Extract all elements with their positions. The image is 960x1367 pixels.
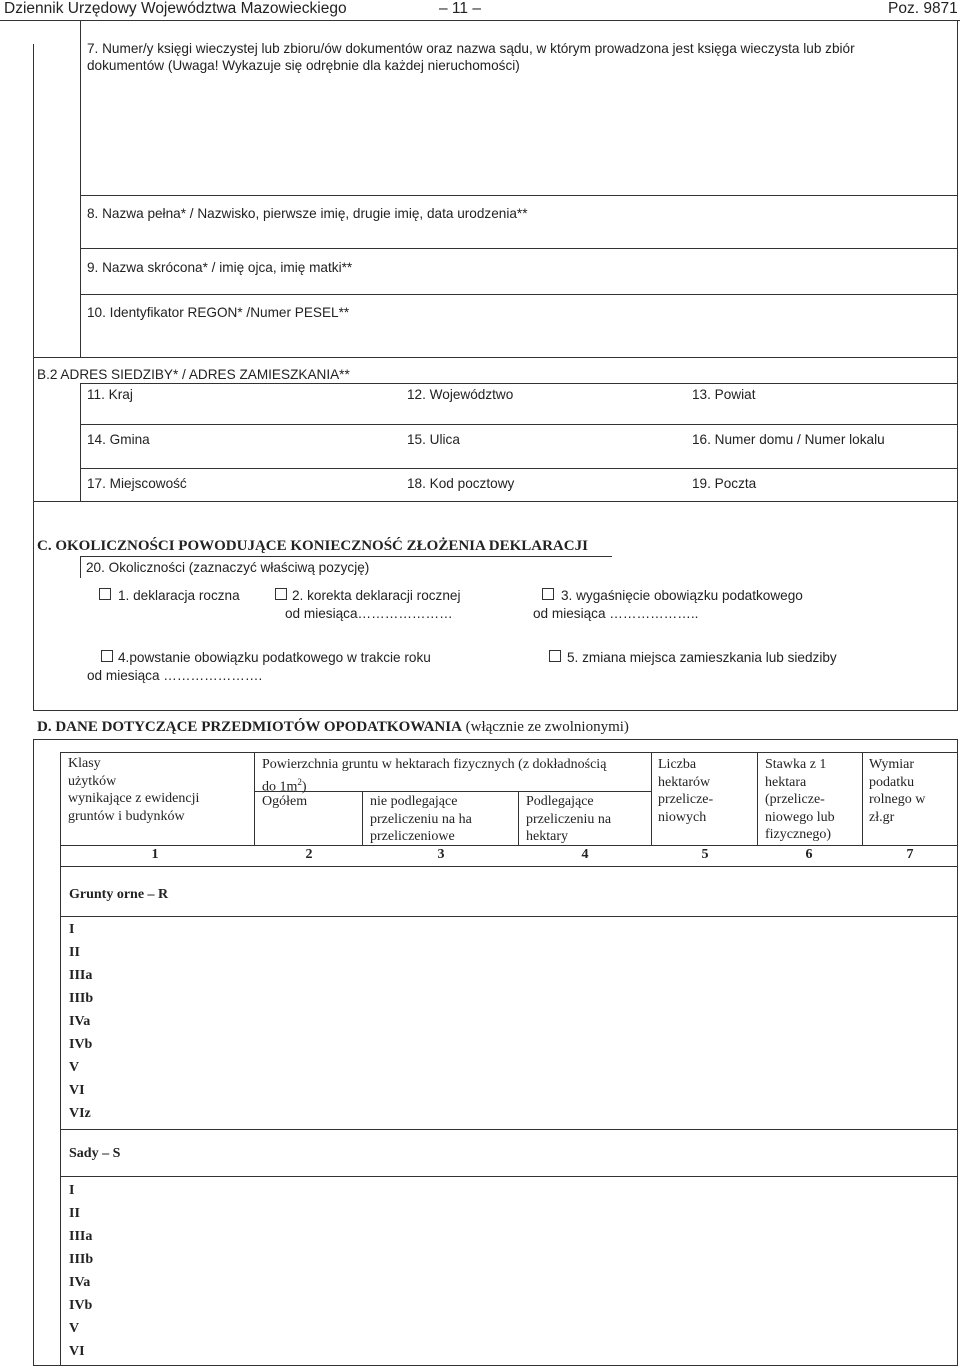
field-10-label: 10. Identyfikator REGON* /Numer PESEL**	[87, 305, 350, 320]
option-annual-label: 1. deklaracja roczna	[118, 588, 240, 603]
divider	[60, 1129, 957, 1130]
divider	[60, 916, 957, 917]
field-8-label: 8. Nazwa pełna* / Nazwisko, pierwsze imię, drugie imię, data urodzenia**	[87, 206, 528, 221]
arable-class-row: IVb	[69, 1037, 93, 1052]
table-bottom-border	[33, 1365, 958, 1366]
col-7-left	[862, 752, 863, 845]
col-line: zł.gr	[869, 809, 895, 825]
outer-right-border	[957, 20, 958, 711]
col-line: Liczba	[658, 757, 697, 772]
col-line: podatku	[869, 774, 915, 790]
col-5-left	[651, 752, 652, 845]
col-line: przeliczeniu na ha	[370, 811, 472, 827]
column-number: 4	[581, 847, 589, 862]
col-line: niowych	[658, 809, 707, 825]
col-area-sup: 2	[297, 776, 302, 787]
header-rule	[0, 20, 960, 21]
position-number: Poz. 9871	[888, 0, 958, 17]
section-d-prefix: D.	[37, 719, 52, 735]
column-number: 7	[906, 847, 914, 862]
field-8-input[interactable]	[82, 222, 955, 248]
col-area-close: )	[301, 779, 307, 795]
arable-class-row: VI	[69, 1083, 85, 1098]
divider	[33, 710, 958, 711]
col-line: przeliczeniu na	[526, 811, 612, 827]
address-inner-border	[80, 383, 81, 501]
col-hectares-header	[658, 756, 713, 826]
arable-class-row: V	[69, 1060, 80, 1075]
arable-class-row: IIIa	[69, 968, 93, 983]
col-not-converted-header	[370, 793, 472, 846]
col-tax-header	[869, 756, 925, 826]
divider	[33, 501, 957, 502]
option-expiry-month[interactable]: od miesiąca ………………..	[533, 606, 699, 621]
option-correction-month[interactable]: od miesiąca…………………	[285, 606, 453, 621]
divider	[33, 357, 957, 358]
col-line: Podlegające	[526, 794, 594, 809]
orchard-class-row: IVa	[69, 1275, 91, 1290]
col-area-line: Powierzchnia gruntu w hektarach fizycznych (z dokładnością	[262, 757, 607, 772]
field-12-label: 12. Województwo	[407, 387, 514, 402]
column-number: 2	[305, 847, 313, 862]
field-9-label: 9. Nazwa skrócona* / imię ojca, imię matki**	[87, 260, 353, 275]
column-number: 3	[437, 847, 445, 862]
field-15-label: 15. Ulica	[407, 432, 460, 447]
group-orchards: Sady – S	[69, 1146, 121, 1161]
col-area-unit: do 1m	[262, 779, 298, 795]
col-classes-line: wynikające z ewidencji	[68, 791, 200, 806]
col-total-header: Ogółem	[262, 794, 308, 809]
field-19-label: 19. Poczta	[692, 476, 757, 491]
col-line: przeliczeniowe	[370, 829, 455, 844]
orchard-class-row: VI	[69, 1344, 85, 1359]
orchard-class-row: II	[69, 1206, 80, 1221]
col-classes-line: użytków	[68, 773, 117, 789]
arable-class-row: IVa	[69, 1014, 91, 1029]
divider	[80, 195, 957, 196]
checkbox-expiry[interactable]	[542, 588, 554, 600]
section-d-suffix: (włącznie ze zwolnionymi)	[465, 719, 629, 735]
field-7-label-cont: dokumentów (Uwaga! Wykazuje się odrębnie dla każdej nieruchomości)	[87, 58, 520, 73]
section-c-prefix: C.	[37, 538, 52, 554]
col-line: rolnego w	[869, 792, 926, 807]
col-6-left	[757, 752, 758, 845]
col-2-left	[254, 752, 255, 845]
arable-class-row: VIz	[69, 1106, 91, 1121]
col-converted-header	[526, 793, 611, 846]
column-number: 5	[701, 847, 709, 862]
orchard-class-row: IVb	[69, 1298, 93, 1313]
section-d-title	[37, 719, 629, 736]
arable-class-row: I	[69, 922, 75, 937]
divider	[60, 1176, 957, 1177]
option-arising-label: 4.powstanie obowiązku podatkowego w trakcie roku	[118, 650, 431, 665]
address-section-title: B.2 ADRES SIEDZIBY* / ADRES ZAMIESZKANIA**	[37, 367, 350, 382]
checkbox-correction[interactable]	[275, 588, 287, 600]
numbers-bottom-line	[60, 866, 957, 867]
col-classes-line: Klasy	[68, 756, 101, 771]
orchard-class-row: IIIb	[69, 1252, 94, 1267]
table-right-border	[957, 739, 958, 1366]
orchard-class-row: IIIa	[69, 1229, 93, 1244]
col-line: przelicze-	[658, 792, 714, 807]
field-7-input[interactable]	[82, 80, 955, 195]
header-bottom-line	[60, 845, 957, 846]
table-left-border	[33, 739, 34, 1366]
section-d-heading: DANE DOTYCZĄCE PRZEDMIOTÓW OPODATKOWANIA	[55, 719, 462, 735]
col-3-left	[362, 791, 363, 845]
field-11-label: 11. Kraj	[87, 387, 133, 402]
arable-class-row: II	[69, 945, 80, 960]
orchard-class-row: V	[69, 1321, 80, 1336]
checkbox-address-change[interactable]	[549, 650, 561, 662]
col-line: hektary	[526, 829, 568, 844]
checkbox-arising[interactable]	[101, 650, 113, 662]
col-line: niowego lub	[765, 809, 835, 825]
section-c-title	[37, 538, 588, 555]
col-classes-line: gruntów i budynków	[68, 808, 185, 824]
divider	[80, 383, 957, 384]
table-top-border	[33, 739, 958, 740]
journal-title: Dziennik Urzędowy Województwa Mazowieckiego	[4, 0, 347, 17]
divider	[80, 468, 957, 469]
option-correction-label: 2. korekta deklaracji rocznej	[292, 588, 461, 603]
field-20-label: 20. Okoliczności (zaznaczyć właściwą pozycję)	[86, 560, 370, 575]
col-line: Wymiar	[869, 757, 915, 772]
field-17-label: 17. Miejscowość	[87, 476, 187, 491]
outer-left-border	[33, 44, 34, 711]
group-arable-land: Grunty orne – R	[69, 887, 169, 902]
field-14-label: 14. Gmina	[87, 432, 150, 447]
section-c-heading: OKOLICZNOŚCI POWODUJĄCE KONIECZNOŚĆ ZŁOŻENIA DEKLARACJI	[55, 538, 588, 554]
field-9-input[interactable]	[82, 276, 955, 294]
divider	[80, 556, 81, 578]
arable-class-row: IIIb	[69, 991, 94, 1006]
checkbox-annual[interactable]	[99, 588, 111, 600]
page-number: – 11 –	[439, 0, 481, 17]
field-13-label: 13. Powiat	[692, 387, 756, 402]
divider	[80, 294, 957, 295]
col-line: Stawka z 1	[765, 757, 827, 772]
col-area-header	[262, 756, 606, 796]
field-10-input[interactable]	[82, 321, 955, 355]
divider	[80, 424, 957, 425]
divider	[80, 556, 612, 557]
orchard-class-row: I	[69, 1183, 75, 1198]
column-number: 1	[151, 847, 159, 862]
col-line: nie podlegające	[370, 794, 458, 809]
col-rate-header	[765, 756, 835, 844]
col-line: hektara	[765, 774, 807, 790]
col-line: hektarów	[658, 774, 711, 790]
field-7-label: 7. Numer/y księgi wieczystej lub zbioru/ów dokumentów oraz nazwa sądu, w którym prowadzona jest księga wieczysta lub zbiór	[87, 41, 855, 56]
col-4-left	[518, 791, 519, 845]
option-arising-month[interactable]: od miesiąca ………………….	[87, 668, 263, 683]
option-expiry-label: 3. wygaśnięcie obowiązku podatkowego	[561, 588, 803, 603]
col-line: (przelicze-	[765, 792, 825, 807]
option-address-change-label: 5. zmiana miejsca zamieszkania lub siedziby	[567, 650, 837, 665]
header-top-line	[60, 752, 957, 753]
col-line: fizycznego)	[765, 827, 832, 842]
field-18-label: 18. Kod pocztowy	[407, 476, 515, 491]
divider	[80, 248, 957, 249]
col-classes-header	[68, 755, 199, 825]
field-16-label: 16. Numer domu / Numer lokalu	[692, 432, 885, 447]
inner-left-border	[80, 20, 81, 357]
column-number: 6	[805, 847, 813, 862]
